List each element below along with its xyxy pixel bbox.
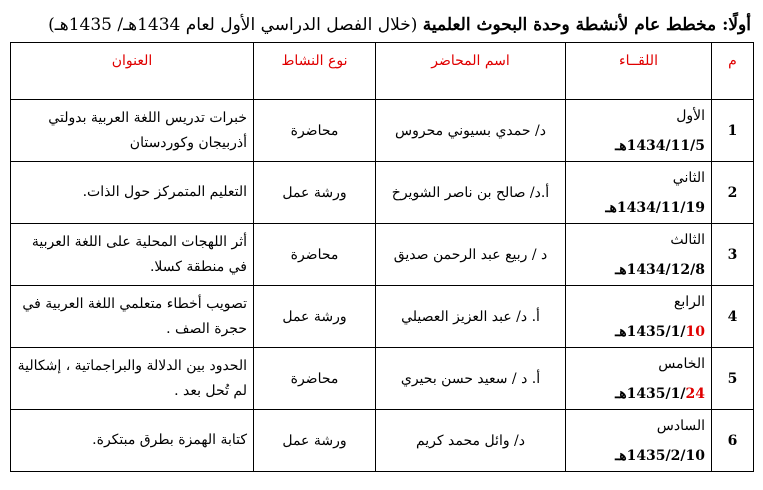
date-prefix: 1435/1/ [626,323,686,340]
lecturer-cell: د/ وائل محمد كريم [376,410,566,472]
heading-bold-part: أولًا: مخطط عام لأنشطة وحدة البحوث العلمية [422,15,751,35]
row-number: 3 [712,224,754,286]
row-number: 6 [712,410,754,472]
table-row [11,286,754,348]
meeting-date [572,379,705,409]
title-cell: الحدود بين الدلالة والبراجماتية ، إشكالية لم تُحل بعد . [11,348,254,410]
meeting-name: السادس [656,417,705,434]
meeting-name: الأول [676,107,705,124]
activities-table [10,42,754,472]
row-number: 4 [712,286,754,348]
document-heading [12,10,751,40]
lecturer-cell: أ. د / سعيد حسن بحيري [376,348,566,410]
meeting-cell [566,100,712,162]
meeting-date [572,131,705,161]
table-header-row [11,43,754,100]
table-row [11,224,754,286]
meeting-cell [566,224,712,286]
table-row [11,348,754,410]
title-cell: التعليم المتمركز حول الذات. [11,162,254,224]
meeting-name: الثاني [672,169,705,186]
meeting-date [572,317,705,347]
meeting-name: الخامس [658,355,705,372]
meeting-date [572,193,705,223]
activity-cell: ورشة عمل [254,410,376,472]
date-prefix: 1434/11/19هـ [605,199,705,216]
date-suffix: هـ [615,323,627,340]
title-cell: خبرات تدريس اللغة العربية بدولتي أذربيجان وكوردستان [11,100,254,162]
lecturer-cell: د / ربيع عبد الرحمن صديق [376,224,566,286]
table-row [11,162,754,224]
table-row [11,100,754,162]
date-prefix: 1435/2/10هـ [615,447,705,464]
header-activity: نوع النشاط [254,43,376,100]
header-num: م [712,43,754,100]
header-meeting: اللقــاء [566,43,712,100]
lecturer-cell: أ. د/ عبد العزيز العصيلي [376,286,566,348]
meeting-cell [566,162,712,224]
activity-cell: ورشة عمل [254,286,376,348]
table-row [11,410,754,472]
activity-cell: محاضرة [254,348,376,410]
date-prefix: 1435/1/ [626,385,686,402]
meeting-name: الثالث [670,231,705,248]
title-cell: تصويب أخطاء متعلمي اللغة العربية في حجرة الصف . [11,286,254,348]
activity-cell: محاضرة [254,224,376,286]
row-number: 2 [712,162,754,224]
row-number: 5 [712,348,754,410]
row-number: 1 [712,100,754,162]
date-suffix: هـ [615,385,627,402]
activity-cell: ورشة عمل [254,162,376,224]
lecturer-cell: أ.د/ صالح بن ناصر الشويرخ [376,162,566,224]
date-red-day: 24 [685,385,705,402]
meeting-date [572,441,705,471]
meeting-name: الرابع [673,293,705,310]
header-lecturer: اسم المحاضر [376,43,566,100]
lecturer-cell: د/ حمدي بسيوني محروس [376,100,566,162]
date-prefix: 1434/12/8هـ [615,261,705,278]
meeting-date [572,255,705,285]
activity-cell: محاضرة [254,100,376,162]
heading-normal-part: (خلال الفصل الدراسي الأول لعام 1434هـ/ 1435هـ) [48,15,418,35]
meeting-cell [566,410,712,472]
date-prefix: 1434/11/5هـ [615,137,705,154]
meeting-cell [566,348,712,410]
header-title: العنوان [11,43,254,100]
title-cell: أثر اللهجات المحلية على اللغة العربية في منطقة كسلا. [11,224,254,286]
meeting-cell [566,286,712,348]
title-cell: كتابة الهمزة بطرق مبتكرة. [11,410,254,472]
date-red-day: 10 [685,323,705,340]
